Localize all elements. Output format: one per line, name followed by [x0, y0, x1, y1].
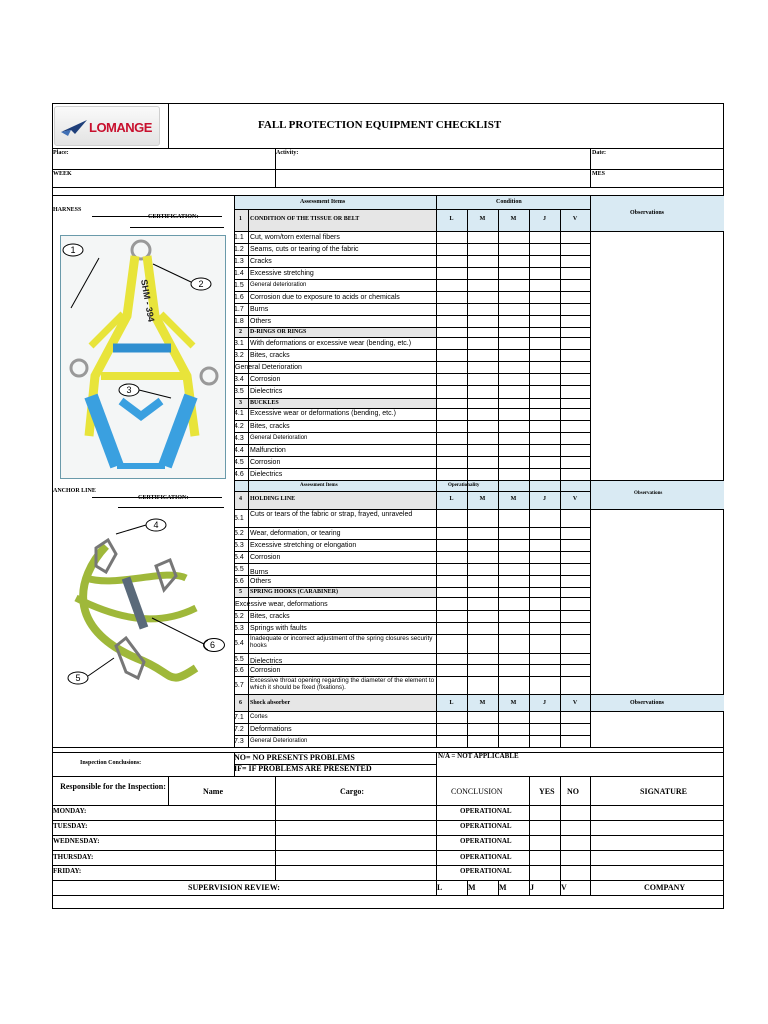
day-friday: FRIDAY:: [53, 867, 82, 875]
status-thursday: OPERATIONAL: [460, 853, 512, 861]
day-wednesday: WEDNESDAY:: [53, 837, 100, 845]
date-label: Date:: [592, 150, 606, 156]
no-header: NO: [567, 787, 579, 796]
observations-header-2: Observations: [634, 491, 663, 496]
cargo-header: Cargo:: [340, 787, 364, 796]
section-1-num: 1: [239, 216, 242, 222]
sup-day-l: L: [437, 883, 443, 892]
harness-photo: [60, 235, 226, 479]
day-col-j-3: J: [543, 700, 546, 706]
condition-header: Condition: [496, 199, 522, 205]
harness-callout-1: 1: [70, 245, 76, 255]
inspection-conclusions-label: Inspection Conclusions:: [80, 760, 142, 766]
day-col-v-3: V: [572, 700, 578, 706]
day-col-m2-2: M: [510, 496, 517, 502]
day-tuesday: TUESDAY:: [53, 822, 88, 830]
section-4-title: HOLDING LINE: [250, 496, 296, 502]
day-col-m1: M: [479, 216, 486, 222]
sup-day-m2: M: [499, 883, 507, 892]
sup-day-v: V: [561, 883, 567, 892]
section-2-num: 2: [239, 329, 242, 335]
harness-callout-2: 2: [198, 279, 204, 289]
operationality-header: Operationality: [448, 483, 480, 488]
month-label: MES: [592, 171, 606, 177]
section-6-num: 6: [239, 700, 242, 706]
activity-label: Activity:: [276, 150, 299, 156]
day-col-m2-3: M: [510, 700, 517, 706]
company-label: COMPANY: [644, 883, 686, 892]
section-5-num: 5: [239, 589, 242, 595]
week-label: WEEK: [53, 171, 72, 177]
section-3-title: BUCKLES: [250, 400, 279, 406]
supervision-review-label: SUPERVISION REVIEW:: [188, 883, 280, 892]
company-logo: [54, 106, 160, 146]
day-thursday: THURSDAY:: [53, 853, 94, 861]
assessment-items-header-2: Assessment Items: [300, 483, 338, 488]
observations-header-3: Observations: [630, 700, 665, 706]
anchor-certification-label: CERTIFICATION:: [138, 495, 189, 501]
logo-plane-icon: [59, 114, 89, 138]
section-5-title: SPRING HOOKS (CARABINER): [250, 589, 339, 595]
day-col-m1-3: M: [479, 700, 486, 706]
anchor-callout-6: 6: [210, 640, 216, 650]
day-col-l-3: L: [449, 700, 454, 706]
anchor-callout-4: 4: [153, 520, 159, 530]
sup-day-j: J: [530, 883, 534, 892]
anchor-line-label: ANCHOR LINE: [53, 488, 96, 494]
page-title: FALL PROTECTION EQUIPMENT CHECKLIST: [258, 119, 502, 131]
section-2-title: D-RINGS OR RINGS: [250, 329, 307, 335]
day-col-v-2: V: [572, 496, 578, 502]
anchor-line-photo: [56, 518, 208, 698]
observations-header: Observations: [630, 210, 665, 216]
harness-callout-3: 3: [126, 385, 132, 395]
no-legend: NO= NO PRESENTS PROBLEMS: [234, 753, 355, 762]
day-col-l: L: [449, 216, 454, 222]
if-legend: IF= IF PROBLEMS ARE PRESENTED: [234, 764, 372, 773]
day-col-m2: M: [510, 216, 517, 222]
day-col-l-2: L: [449, 496, 454, 502]
na-legend: N/A = NOT APPLICABLE: [438, 752, 519, 760]
day-col-j: J: [543, 216, 546, 222]
status-tuesday: OPERATIONAL: [460, 822, 512, 830]
section-6-title: Shock absorber: [250, 700, 291, 706]
status-monday: OPERATIONAL: [460, 807, 512, 815]
day-monday: MONDAY:: [53, 807, 87, 815]
harness-label: HARNESS: [53, 207, 82, 213]
section-4-num: 4: [239, 496, 242, 502]
section-1-title: CONDITION OF THE TISSUE OR BELT: [250, 216, 360, 222]
place-label: Place:: [53, 150, 69, 156]
day-col-m1-2: M: [479, 496, 486, 502]
yes-header: YES: [539, 787, 555, 796]
section-3-num: 3: [239, 400, 242, 406]
status-friday: OPERATIONAL: [460, 867, 512, 875]
name-header: Name: [203, 787, 223, 796]
anchor-callout-5: 5: [75, 673, 81, 683]
harness-certification-label: CERTIFICATION:: [148, 214, 199, 220]
status-wednesday: OPERATIONAL: [460, 837, 512, 845]
responsible-header: Responsible for the Inspection:: [60, 782, 166, 791]
conclusion-header: CONCLUSION: [451, 787, 503, 796]
day-col-j-2: J: [543, 496, 546, 502]
assessment-items-header: Assessment Items: [300, 199, 346, 205]
day-col-v: V: [572, 216, 578, 222]
logo-text: LOMANGE: [89, 120, 152, 135]
signature-header: SIGNATURE: [640, 787, 687, 796]
harness-strap-text: SHM - 394: [139, 278, 157, 323]
sup-day-m1: M: [468, 883, 476, 892]
